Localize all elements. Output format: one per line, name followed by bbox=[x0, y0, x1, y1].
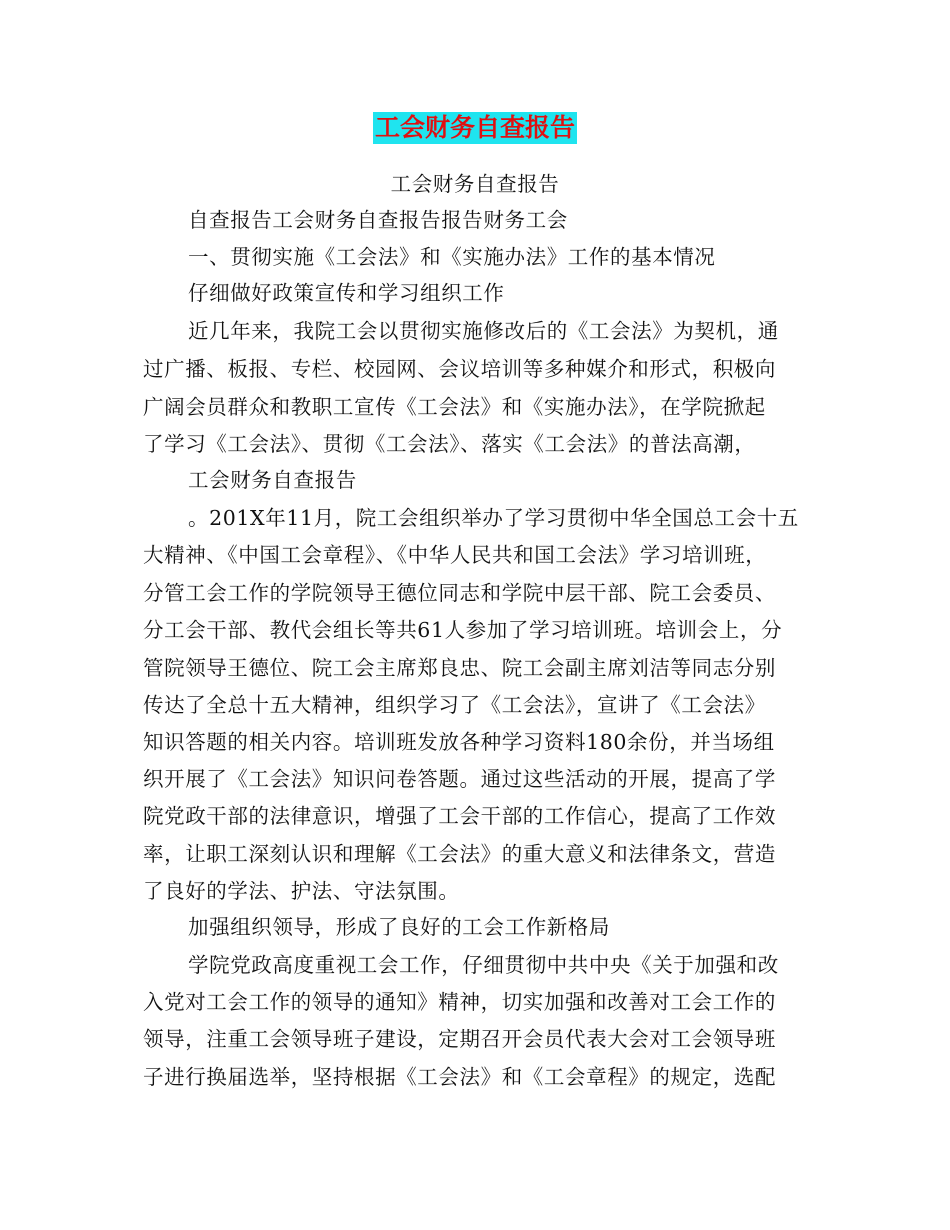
inline-heading: 工会财务自查报告 bbox=[188, 468, 357, 492]
paragraph-line: 率，让职工深刻认识和理解《工会法》的重大意义和法律条文，营造 bbox=[143, 842, 776, 866]
paragraph-line: 分工会干部、教代会组长等共61人参加了学习培训班。培训会上，分 bbox=[143, 618, 783, 642]
paragraph-line: 了良好的学法、护法、守法氛围。 bbox=[143, 879, 460, 903]
paragraph-line: 大精神、《中国工会章程》、《中华人民共和国工会法》学习培训班， bbox=[143, 543, 767, 567]
paragraph-line: 子进行换届选举，坚持根据《工会法》和《工会章程》的规定，选配 bbox=[143, 1065, 776, 1089]
title-container bbox=[0, 112, 950, 144]
document-title: 工会财务自查报告 bbox=[374, 113, 575, 142]
paragraph-line: 近几年来，我院工会以贯彻实施修改后的《工会法》为契机，通 bbox=[188, 319, 779, 343]
subtitle-line: 工会财务自查报告 bbox=[390, 172, 560, 196]
subsection-heading: 加强组织领导，形成了良好的工会工作新格局 bbox=[188, 915, 610, 939]
paragraph-line: 管院领导王德位、院工会主席郑良忠、院工会副主席刘洁等同志分别 bbox=[143, 656, 776, 680]
section-heading: 一、贯彻实施《工会法》和《实施办法》工作的基本情况 bbox=[188, 245, 716, 269]
paragraph-line: 分管工会工作的学院领导王德位同志和学院中层干部、院工会委员、 bbox=[143, 581, 776, 605]
paragraph-line: 了学习《工会法》、贯彻《工会法》、落实《工会法》的普法高潮， bbox=[143, 432, 756, 456]
paragraph-line: 传达了全总十五大精神，组织学习了《工会法》，宣讲了《工会法》 bbox=[143, 693, 766, 717]
paragraph-line: 院党政干部的法律意识，增强了工会干部的工作信心，提高了工作效 bbox=[143, 804, 776, 828]
keywords-line: 自查报告工会财务自查报告报告财务工会 bbox=[188, 208, 568, 232]
paragraph-line: 学院党政高度重视工会工作，仔细贯彻中共中央《关于加强和改 bbox=[188, 953, 779, 977]
paragraph-line: 织开展了《工会法》知识问卷答题。通过这些活动的开展，提高了学 bbox=[143, 767, 776, 791]
paragraph-line: 广阔会员群众和教职工宣传《工会法》和《实施办法》，在学院掀起 bbox=[143, 395, 766, 419]
paragraph-line: 过广播、板报、专栏、校园网、会议培训等多种媒介和形式，积极向 bbox=[143, 357, 776, 381]
paragraph-line: 知识答题的相关内容。培训班发放各种学习资料180余份，并当场组 bbox=[143, 730, 775, 754]
paragraph-line: 领导，注重工会领导班子建设，定期召开会员代表大会对工会领导班 bbox=[143, 1027, 776, 1051]
paragraph-line: 入党对工会工作的领导的通知》精神，切实加强和改善对工会工作的 bbox=[143, 990, 776, 1014]
subsection-heading: 仔细做好政策宣传和学习组织工作 bbox=[188, 281, 505, 305]
paragraph-line: 。201X年11月，院工会组织举办了学习贯彻中华全国总工会十五 bbox=[188, 506, 799, 530]
